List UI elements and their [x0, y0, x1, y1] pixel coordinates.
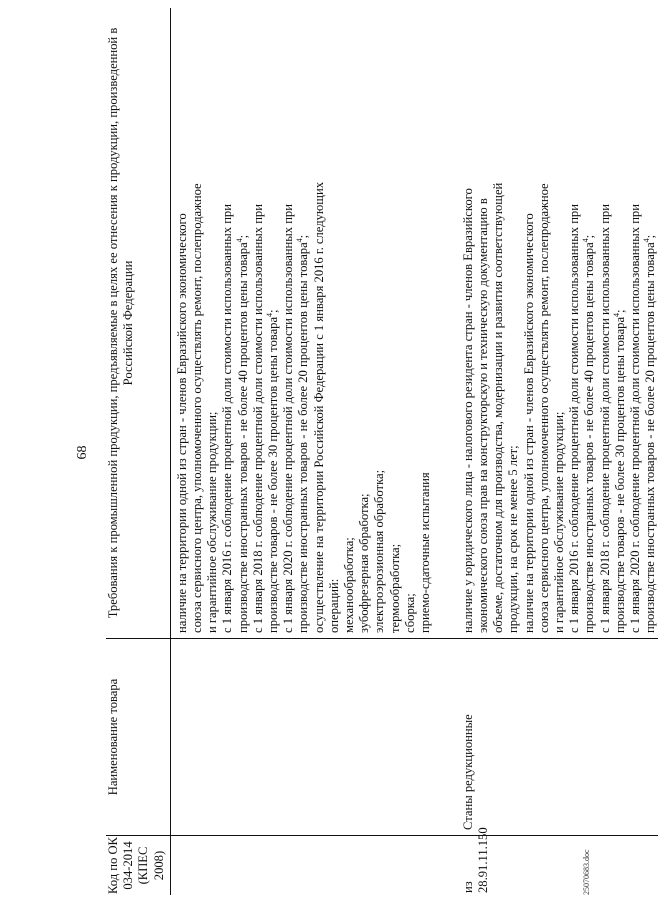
requirement-line: наличие на территории одной из стран - членов Евразийского экономического: [521, 213, 536, 633]
footnote-mark: 4: [581, 238, 591, 243]
rotated-page: [20, 10, 658, 895]
requirement-line: производстве товаров - не более 30 процентов цены товара$^4$;: [264, 309, 281, 633]
table-row: [457, 8, 658, 895]
header-name: Наименование товара: [106, 639, 170, 836]
requirement-line: производстве иностранных товаров - не более 20 процентов цены товара$^4$;: [295, 234, 311, 633]
table-header-row: [106, 8, 170, 895]
requirement-line: с 1 января 2020 г. соблюдение процентной доли стоимости использованных при: [628, 204, 643, 633]
footnote-mark: 4: [642, 238, 652, 243]
requirement-line: производстве товаров - не более 30 процентов цены товара$^4$;: [611, 309, 627, 633]
requirement-line: термообработка;: [387, 543, 402, 633]
requirement-line: с 1 января 2018 г. соблюдение процентной доли стоимости использованных при: [597, 204, 612, 633]
requirement-line: экономического союза прав на конструкторскую и техническую документацию в: [476, 198, 491, 633]
requirement-line: с 1 января 2020 г. соблюдение процентной доли стоимости использованных при: [281, 204, 296, 633]
requirement-line: осуществление на территории Российской Федерации с 1 января 2016 г. следующих: [311, 181, 326, 633]
footnote-mark: 4: [611, 312, 621, 317]
table-row-spacer: [435, 8, 457, 895]
row-requirements: [457, 8, 658, 639]
requirement-line: с 1 января 2018 г. соблюдение процентной доли стоимости использованных при: [250, 204, 265, 633]
footnote-mark: 4: [234, 238, 244, 243]
requirement-line: и гарантийное обслуживание продукции;: [205, 411, 220, 633]
requirement-line: сборка;: [402, 593, 417, 633]
requirement-line: и гарантийное обслуживание продукции;: [552, 411, 567, 633]
requirement-line: операций:: [326, 578, 341, 633]
requirement-line: объеме, достаточном для производства, модернизации и развития соответствующей: [491, 182, 506, 633]
requirement-line: союза сервисного центра, уполномоченного осуществлять ремонт, послепродажное: [536, 183, 551, 633]
requirement-line: продукции, на срок не менее 5 лет;: [506, 445, 521, 633]
document-code: 25070683.doc: [582, 849, 591, 895]
table-row: [170, 8, 435, 895]
header-code: Код по ОК 034-2014 (КПЕС 2008): [106, 836, 170, 896]
row-code: из 28.91.11.150: [460, 827, 491, 893]
requirement-line: механообработка;: [342, 537, 357, 633]
requirement-line: зубофрезерная обработка;: [357, 493, 372, 633]
requirement-line: наличие у юридического лица - налогового резидента стран - членов Евразийского: [460, 188, 475, 633]
requirement-line: производстве иностранных товаров - не более 40 процентов цены товара$^4$;: [581, 234, 597, 633]
requirement-line: союза сервисного центра, уполномоченного осуществлять ремонт, послепродажное: [190, 183, 205, 633]
requirement-line: приемо-сдаточные испытания: [418, 472, 433, 633]
footnote-mark: 4: [295, 238, 305, 243]
requirement-line: с 1 января 2016 г. соблюдение процентной доли стоимости использованных при: [567, 204, 582, 633]
footnote-mark: 4: [264, 312, 274, 317]
page-number: 68: [75, 445, 90, 460]
requirement-line: электроэрозионная обработка;: [372, 469, 387, 633]
requirement-line: производстве иностранных товаров - не более 40 процентов цены товара$^4$;: [234, 234, 250, 633]
row-name: Станы редукционные: [457, 639, 658, 836]
row-requirements: [170, 8, 435, 639]
requirement-line: производстве иностранных товаров - не более 20 процентов цены товара$^4$;: [642, 234, 658, 633]
row-code: [170, 836, 435, 896]
row-name: [170, 639, 435, 836]
header-requirements: Требования к промышленной продукции, предъявляемые в целях ее отнесения к продукции, произведенной в Российской Федерации: [106, 8, 170, 639]
requirements-table: [106, 8, 658, 895]
requirement-line: наличие на территории одной из стран - членов Евразийского экономического: [174, 213, 189, 633]
requirement-line: с 1 января 2016 г. соблюдение процентной доли стоимости использованных при: [220, 204, 235, 633]
